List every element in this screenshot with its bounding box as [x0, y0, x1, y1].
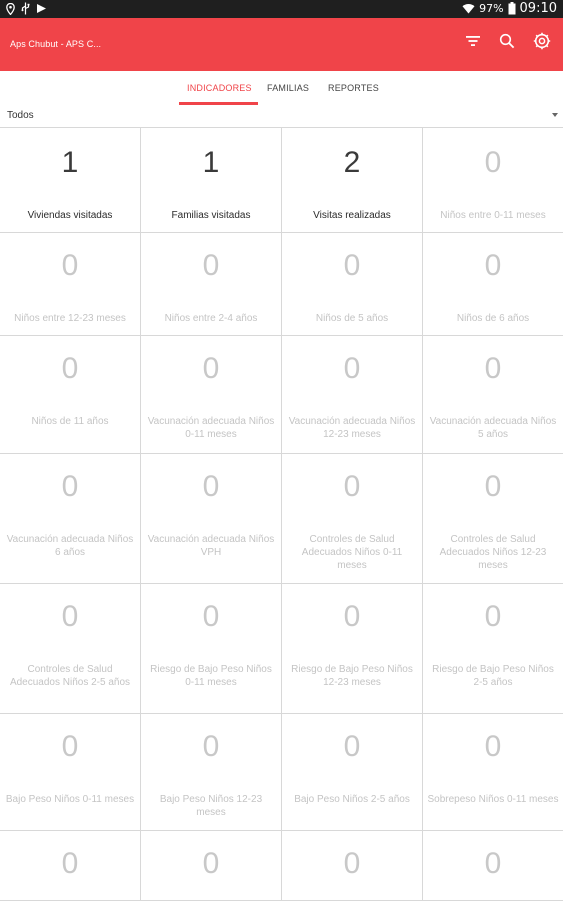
- play-store-icon: [36, 3, 47, 14]
- indicator-card[interactable]: [141, 336, 282, 454]
- app-bar: [0, 18, 563, 71]
- indicator-card[interactable]: [0, 454, 141, 584]
- indicator-value: 0: [202, 249, 220, 282]
- status-bar: [0, 0, 563, 18]
- indicator-card[interactable]: [282, 128, 423, 233]
- indicator-label: Bajo Peso Niños 12-23 meses: [159, 794, 263, 818]
- indicator-label: Vacunación adecuada Niños VPH: [147, 534, 275, 558]
- indicator-value: 1: [61, 146, 79, 179]
- indicator-card[interactable]: [423, 454, 563, 584]
- indicator-label: Niños de 5 años: [315, 313, 389, 324]
- indicator-card[interactable]: [0, 128, 141, 233]
- indicator-label: Niños entre 12-23 meses: [14, 313, 126, 324]
- indicator-value: 0: [61, 600, 79, 633]
- tab-reportes[interactable]: REPORTES: [328, 83, 379, 93]
- indicator-card[interactable]: [282, 831, 423, 901]
- indicator-label: Bajo Peso Niños 0-11 meses: [5, 794, 135, 805]
- indicator-value: 0: [202, 470, 220, 503]
- indicator-label: Niños de 6 años: [456, 313, 530, 324]
- indicator-label: Riesgo de Bajo Peso Niños 12-23 meses: [291, 664, 413, 688]
- indicator-value: 0: [484, 847, 502, 880]
- indicator-card[interactable]: [141, 128, 282, 233]
- indicator-value: 2: [343, 146, 361, 179]
- app-title: Aps Chubut - APS C...: [10, 39, 102, 49]
- indicator-label: Familias visitadas: [171, 210, 251, 221]
- indicator-card[interactable]: [423, 714, 563, 831]
- tab-familias[interactable]: FAMILIAS: [267, 83, 310, 93]
- status-time: 09:10: [519, 1, 557, 16]
- usb-icon: [21, 2, 30, 15]
- wifi-icon: [462, 3, 475, 14]
- indicator-label: Controles de Salud Adecuados Niños 12-23 meses: [439, 534, 547, 571]
- indicator-label: Vacunación adecuada Niños 12-23 meses: [288, 416, 416, 440]
- tab-bar: [0, 71, 563, 105]
- indicator-value: 0: [484, 352, 502, 385]
- indicator-value: 0: [484, 600, 502, 633]
- indicator-label: Riesgo de Bajo Peso Niños 2-5 años: [432, 664, 554, 688]
- indicator-value: 1: [202, 146, 220, 179]
- indicator-grid: [0, 127, 563, 901]
- filter-selected-value: Todos: [7, 110, 34, 121]
- indicator-card[interactable]: [0, 584, 141, 714]
- indicator-label: Vacunación adecuada Niños 0-11 meses: [147, 416, 275, 440]
- indicator-card[interactable]: [141, 714, 282, 831]
- indicator-value: 0: [61, 352, 79, 385]
- indicator-card[interactable]: [423, 584, 563, 714]
- indicator-card[interactable]: [141, 584, 282, 714]
- filter-dropdown[interactable]: [0, 105, 563, 127]
- indicator-label: Visitas realizadas: [313, 210, 391, 221]
- indicator-value: 0: [343, 730, 361, 763]
- indicator-value: 0: [61, 847, 79, 880]
- indicator-card[interactable]: [423, 336, 563, 454]
- indicator-card[interactable]: [141, 831, 282, 901]
- indicator-label: Sobrepeso Niños 0-11 meses: [427, 794, 559, 805]
- filter-icon[interactable]: [465, 34, 481, 48]
- indicator-value: 0: [202, 730, 220, 763]
- indicator-value: 0: [343, 847, 361, 880]
- indicator-label: Vacunación adecuada Niños 6 años: [6, 534, 134, 558]
- status-right-icons: [462, 1, 557, 16]
- indicator-card[interactable]: [282, 336, 423, 454]
- indicator-card[interactable]: [141, 454, 282, 584]
- indicator-card[interactable]: [423, 233, 563, 336]
- indicator-value: 0: [343, 249, 361, 282]
- indicator-label: Viviendas visitadas: [27, 210, 113, 221]
- indicator-card[interactable]: [282, 714, 423, 831]
- indicator-label: Vacunación adecuada Niños 5 años: [429, 416, 557, 440]
- battery-icon: [508, 2, 516, 15]
- indicator-value: 0: [61, 730, 79, 763]
- indicator-card[interactable]: [0, 714, 141, 831]
- indicator-value: 0: [202, 847, 220, 880]
- indicator-value: 0: [484, 470, 502, 503]
- indicator-value: 0: [484, 730, 502, 763]
- battery-percent: 97%: [479, 2, 504, 15]
- indicator-label: Niños entre 2-4 años: [164, 313, 258, 324]
- indicator-card[interactable]: [282, 454, 423, 584]
- gear-icon[interactable]: [533, 32, 551, 50]
- indicator-card[interactable]: [141, 233, 282, 336]
- indicator-value: 0: [343, 600, 361, 633]
- indicator-card[interactable]: [282, 584, 423, 714]
- indicator-value: 0: [61, 249, 79, 282]
- indicator-card[interactable]: [0, 831, 141, 901]
- indicator-card[interactable]: [0, 233, 141, 336]
- indicator-label: Niños de 11 años: [31, 416, 109, 427]
- tab-indicadores[interactable]: INDICADORES: [187, 83, 252, 93]
- indicator-card[interactable]: [282, 233, 423, 336]
- indicator-value: 0: [202, 600, 220, 633]
- indicator-value: 0: [343, 352, 361, 385]
- search-icon[interactable]: [499, 33, 515, 49]
- indicator-card[interactable]: [423, 831, 563, 901]
- dropdown-arrow-icon: [552, 113, 558, 117]
- indicator-card[interactable]: [0, 336, 141, 454]
- status-left-icons: [6, 2, 47, 15]
- indicator-label: Niños entre 0-11 meses: [440, 210, 546, 221]
- indicator-value: 0: [202, 352, 220, 385]
- indicator-label: Riesgo de Bajo Peso Niños 0-11 meses: [150, 664, 272, 688]
- indicator-card[interactable]: [423, 128, 563, 233]
- indicator-label: Controles de Salud Adecuados Niños 2-5 años: [9, 664, 131, 688]
- location-icon: [6, 3, 15, 15]
- app-actions: [465, 32, 551, 50]
- indicator-value: 0: [343, 470, 361, 503]
- indicator-label: Controles de Salud Adecuados Niños 0-11 meses: [301, 534, 403, 571]
- indicator-label: Bajo Peso Niños 2-5 años: [294, 794, 410, 805]
- indicator-value: 0: [484, 146, 502, 179]
- indicator-value: 0: [484, 249, 502, 282]
- indicator-value: 0: [61, 470, 79, 503]
